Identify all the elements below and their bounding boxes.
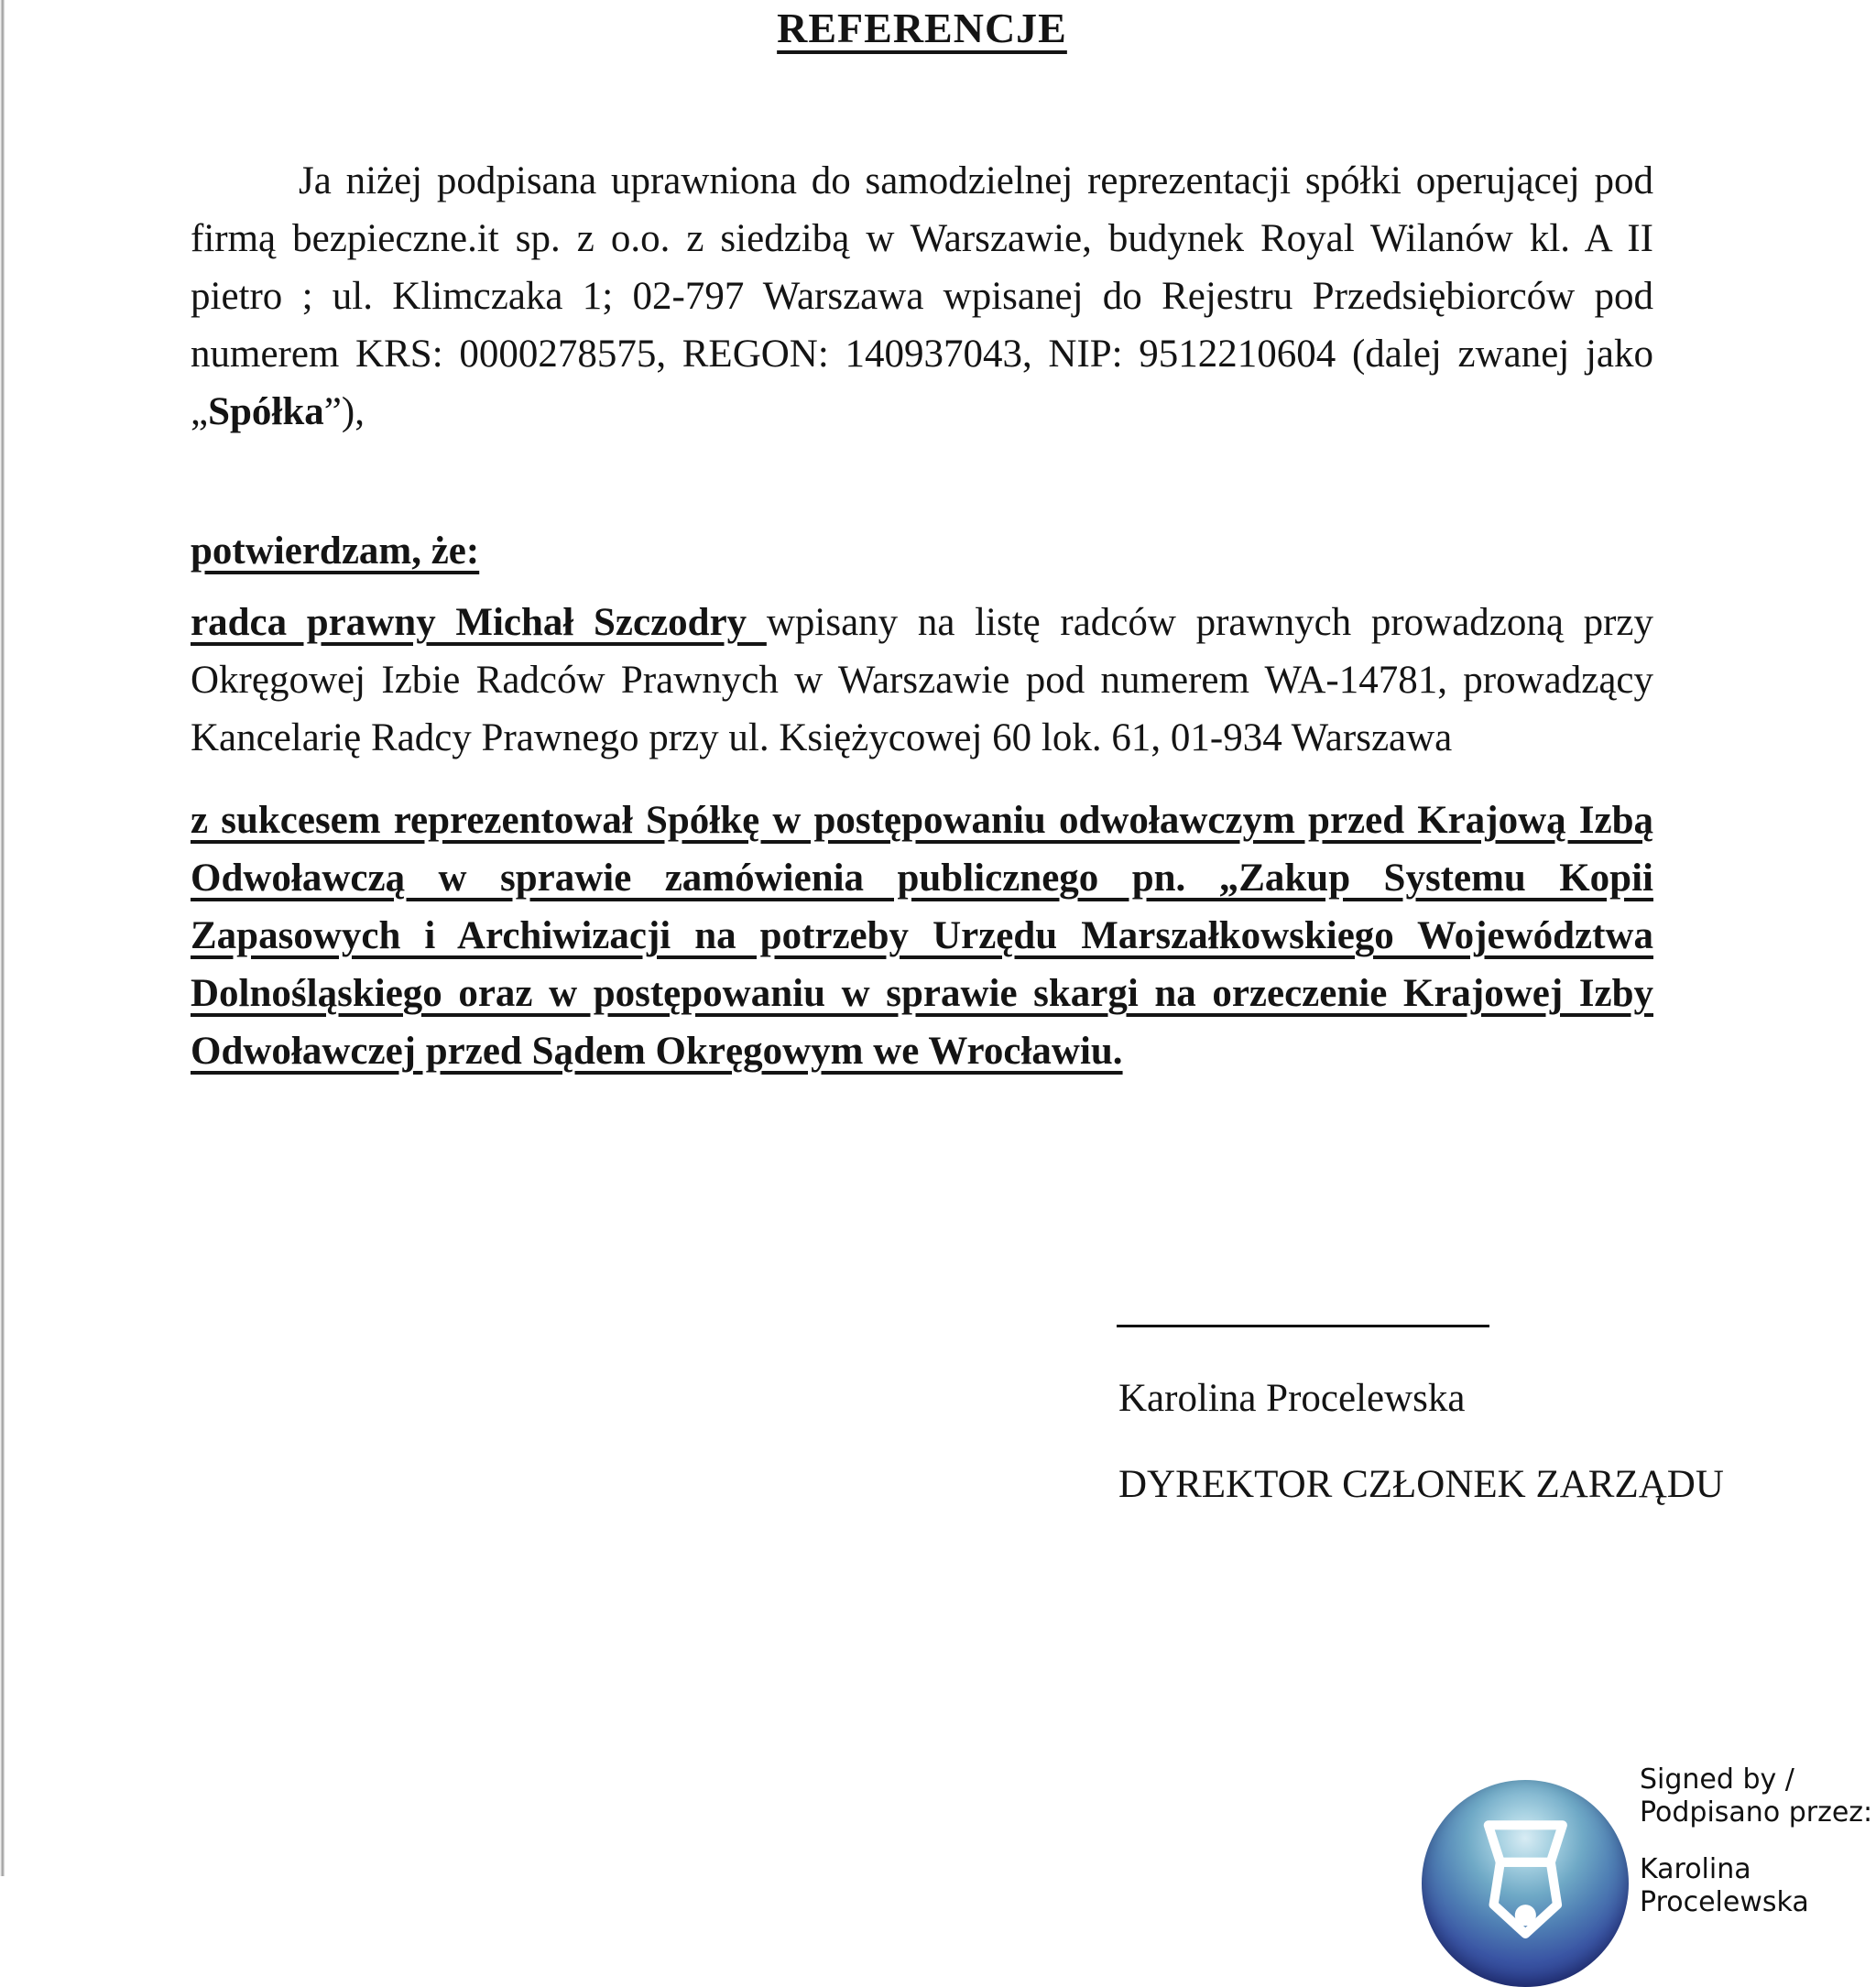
attorney-name: radca prawny Michał Szczodry [191,601,767,644]
attorney-paragraph [191,594,1653,767]
signer-role: DYREKTOR CZŁONEK ZARZĄDU [1118,1463,1724,1506]
document-title: REFERENCJE [777,5,1067,51]
signature-info [1640,1763,1872,1919]
intro-text-start: Ja niżej podpisana uprawniona do samodzielnej reprezentacji spółki operującej pod firmą bezpieczne.it sp. z o.o. z siedzibą w Warszawie, budynek Royal Wilanów kl. A II pietro ; ul. Klimczaka 1; 02-797 Warszawa wpisanej do Rejestru Przedsiębiorców pod numerem KRS: 0000278575, REGON: 140937043, NIP: 9512210604 (dalej zwanej jako „ [191,159,1653,433]
stamp-signer-last-name: Procelewska [1640,1886,1809,1918]
signature-line [1117,1325,1489,1327]
page-edge-line [0,0,5,1876]
spacer [1640,1829,1872,1853]
signed-by-label-pl: Podpisano przez: [1640,1796,1873,1829]
intro-text-end: ”), [323,390,365,433]
signed-by-label-en: Signed by / [1640,1763,1794,1796]
signature-stamp-icon[interactable] [1422,1780,1629,1987]
stamp-signer-first-name: Karolina [1640,1853,1751,1885]
case-paragraph: z sukcesem reprezentował Spółkę w postępowaniu odwoławczym przed Krajową Izbą Odwoławczą w sprawie zamówienia publicznego pn. „Zakup Systemu Kopii Zapasowych i Archiwizacji na potrzeby Urzędu Marszałkowskiego Województwa Dolnośląskiego oraz w postępowaniu w sprawie skargi na orzeczenie Krajowej Izby Odwoławczej przed Sądem Okręgowym we Wrocławiu. [191,799,1653,1073]
company-term: Spółka [208,390,324,433]
confirm-heading: potwierdzam, że: [191,530,480,573]
stamp-glyph [1459,1809,1592,1942]
attorney-details: wpisany na listę radców prawnych prowadzoną przy Okręgowej Izbie Radców Prawnych w Warszawie pod numerem WA-14781, prowadzący Kancelarię Radcy Prawnego przy ul. Księżycowej 60 lok. 61, 01-934 Warszawa [191,601,1654,759]
intro-paragraph [191,152,1653,441]
signer-name: Karolina Procelewska [1118,1377,1466,1420]
